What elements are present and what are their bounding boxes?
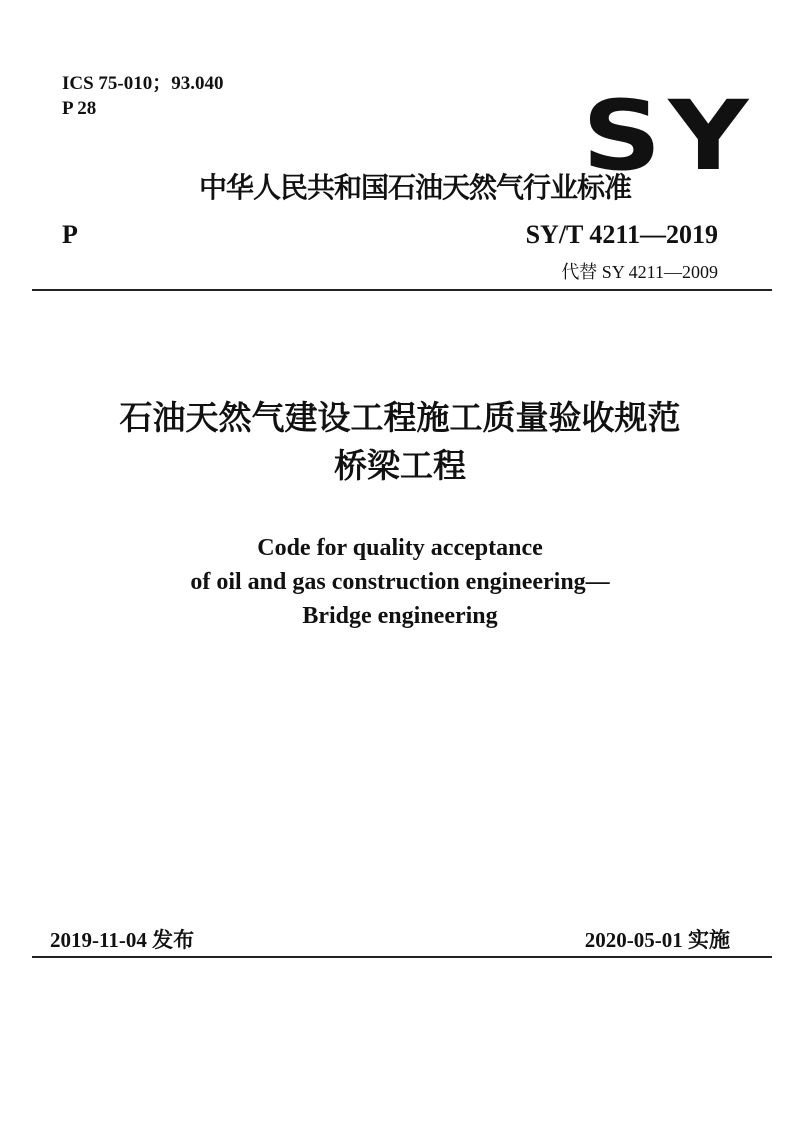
implement-date: 2020-05-01 实施 [584, 928, 730, 952]
issue-date: 2019-11-04 发布 [50, 928, 195, 952]
top-divider [32, 289, 772, 291]
category-letter: P [62, 220, 78, 249]
sy-logo: SY [582, 80, 756, 192]
standard-type: 中华人民共和国石油天然气行业标准 [198, 171, 631, 204]
replaces-note: 代替 SY 4211—2009 [561, 262, 718, 282]
ics-code: ICS 75-010；93.040 [62, 73, 224, 94]
title-en-line2: of oil and gas construction engineering— [190, 569, 610, 595]
title-en-line1: Code for quality acceptance [257, 535, 543, 561]
bottom-divider [32, 956, 772, 958]
title-cn-line2: 桥梁工程 [334, 446, 466, 485]
title-en-line3: Bridge engineering [302, 603, 498, 629]
ccs-code: P 28 [62, 98, 97, 119]
title-cn-line1: 石油天然气建设工程施工质量验收规范 [119, 398, 681, 437]
standard-number: SY/T 4211—2019 [525, 220, 718, 249]
